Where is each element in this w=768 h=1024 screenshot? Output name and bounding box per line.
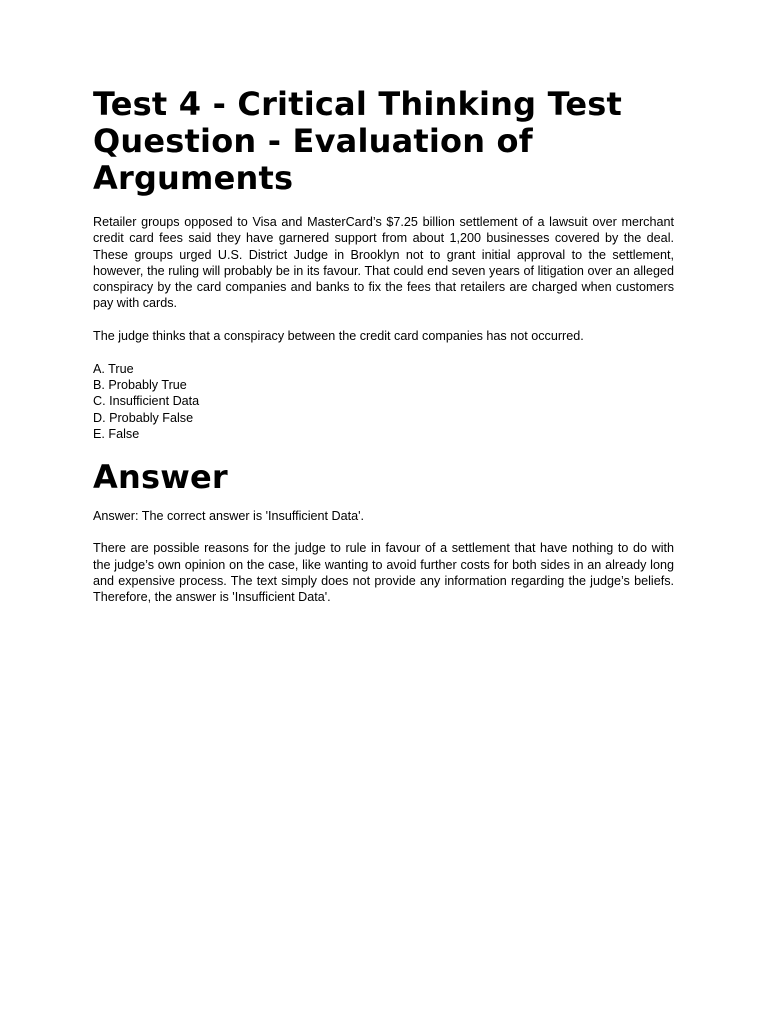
answer-heading: Answer bbox=[93, 457, 228, 496]
document-title: Test 4 - Critical Thinking Test Question - Evaluation of Arguments bbox=[93, 85, 623, 197]
explanation-paragraph: There are possible reasons for the judge to rule in favour of a settlement that have nothing to do with the judge’s own opinion on the case, like wanting to avoid further costs for both sides in an already long and expensive process. The text simply does not provide any information regarding the judge’s beliefs. Therefore, the answer is 'Insufficient Data'. bbox=[93, 541, 674, 605]
document-page bbox=[93, 86, 674, 605]
option-b: B. Probably True bbox=[93, 378, 187, 393]
option-c: C. Insufficient Data bbox=[93, 394, 200, 409]
passage-paragraph: Retailer groups opposed to Visa and MasterCard’s $7.25 billion settlement of a lawsuit over merchant credit card fees said they have garnered support from about 1,200 businesses covered by the deal. These groups urged U.S. District Judge in Brooklyn not to grant initial approval to the settlement, however, the ruling will probably be in its favour. That could end seven years of litigation over an alleged conspiracy by the card companies and banks to fix the fees that retailers are charged when customers pay with cards. bbox=[93, 215, 674, 311]
option-e: E. False bbox=[93, 427, 140, 442]
answer-options-list bbox=[93, 361, 674, 443]
answer-line: Answer: The correct answer is 'Insufficient Data'. bbox=[93, 508, 365, 523]
question-statement: The judge thinks that a conspiracy between the credit card companies has not occurred. bbox=[93, 329, 584, 344]
option-d: D. Probably False bbox=[93, 410, 194, 425]
option-a: A. True bbox=[93, 361, 134, 376]
